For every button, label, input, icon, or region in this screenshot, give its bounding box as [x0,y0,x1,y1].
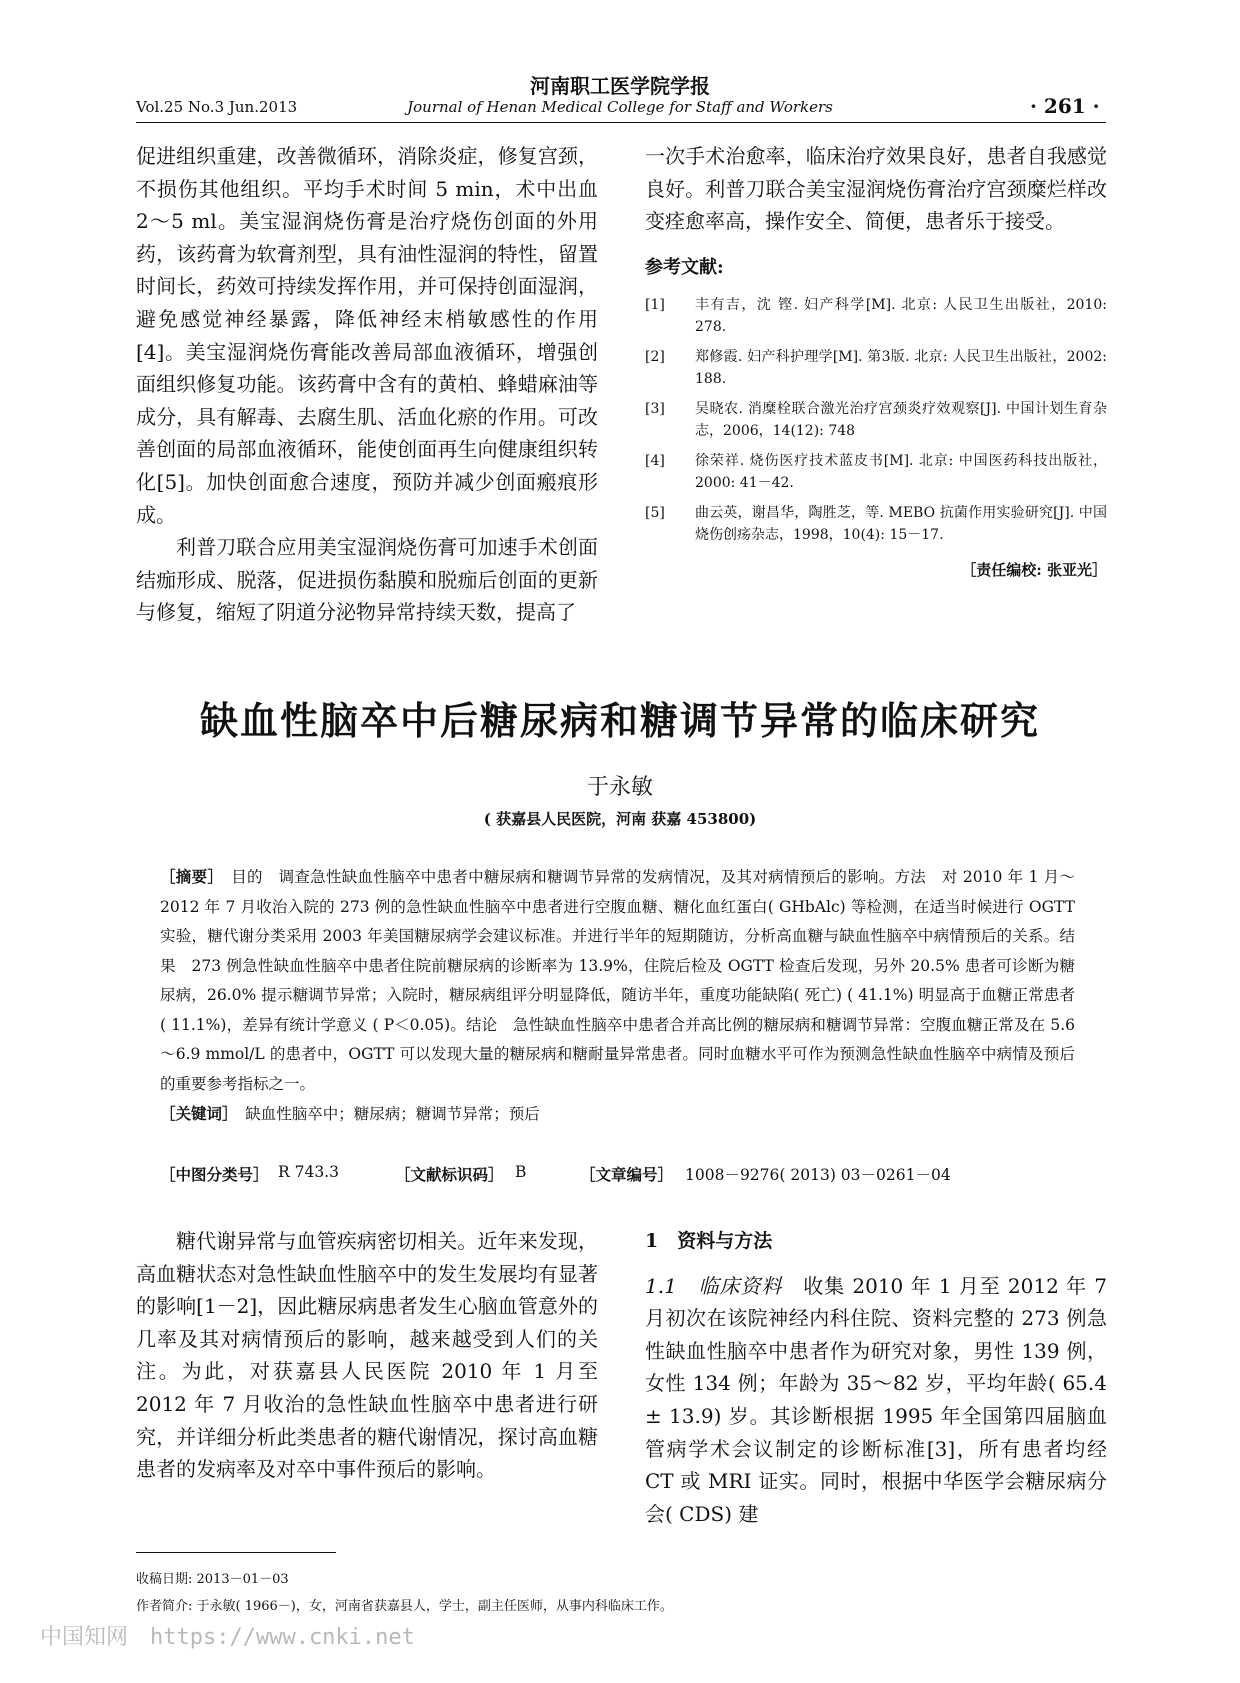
author-affiliation: ( 获嘉县人民医院，河南 获嘉 453800) [483,810,757,828]
volume-info: Vol.25 No.3 Jun.2013 [136,98,298,116]
prev-article-right-column [645,140,1107,587]
prev-paragraph-right: 一次手术治愈率，临床治疗效果良好，患者自我感觉良好。利普刀联合美宝湿润烧伤膏治疗宫颈糜烂样改变痊愈率高，操作安全、简便，患者乐于接受。 [645,144,1107,234]
reference-item: [3] 吴晓农. 消糜栓联合激光治疗宫颈炎疗效观察[J]. 中国计划生育杂志，2006，14(12): 748 [645,401,1107,440]
responsible-editor: ［责任编校: 张亚光］ [961,561,1107,580]
cnki-watermark: 中国知网 https://www.cnki.net [40,1625,415,1650]
references-list [645,294,1107,546]
doc-code-label: ［文献标识码］ [395,1165,504,1184]
footnote-rule [136,1552,336,1553]
received-date: 收稿日期: 2013－01－03 [136,1572,289,1587]
reference-item: [5] 曲云英，谢昌华，陶胜芝，等. MEBO 抗菌作用实验研究[J]. 中国烧伤创疡杂志，1998，10(4): 15－17. [645,505,1107,544]
author-bio: 作者简介: 于永敏( 1966－)，女，河南省获嘉县人，学士，副主任医师，从事内科临床工作。 [136,1599,673,1614]
body-left-column [136,1225,598,1486]
page-number: · 261 · [1030,94,1100,118]
intro-paragraph: 糖代谢异常与血管疾病密切相关。近年来发现，高血糖状态对急性缺血性脑卒中的发生发展均有显著的影响[1－2]，因此糖尿病患者发生心脑血管意外的几率及其对病情预后的影响，越来越受到人们的关注。为此，对获嘉县人民医院 2010 年 1 月至 2012 年 7 月收治的急性缺血性脑卒中患者进行研究，并详细分析此类患者的糖代谢情况，探讨高血糖患者的发病率及对卒中事件预后的影响。 [136,1229,598,1482]
abstract [160,862,1075,1130]
keywords-text: 缺血性脑卒中；糖尿病；糖调节异常；预后 [245,1105,540,1123]
reference-item: [4] 徐荣祥. 烧伤医疗技术蓝皮书[M]. 北京: 中国医药科技出版社，2000: 41－42. [645,453,1107,492]
clc-value: R 743.3 [278,1163,339,1181]
body-right-column [645,1225,1107,1530]
clc-label: ［中图分类号］ [160,1165,269,1184]
journal-title-cn: 河南职工医学院学报 [530,74,710,98]
prev-paragraph-2: 利普刀联合应用美宝湿润烧伤膏可加速手术创面结痂形成、脱落，促进损伤黏膜和脱痂后创面的更新与修复，缩短了阴道分泌物异常持续天数，提高了 [136,535,598,625]
journal-title-en: Journal of Henan Medical College for Staff and Workers [407,98,833,116]
article-title: 缺血性脑卒中后糖尿病和糖调节异常的临床研究 [199,699,1040,743]
references-title: 参考文献: [645,256,724,278]
doc-code-value: B [515,1163,527,1181]
article-no-value: 1008－9276( 2013) 03－0261－04 [685,1166,951,1184]
reference-item: [1] 丰有吉，沈 铿. 妇产科学[M]. 北京: 人民卫生出版社，2010: 278. [645,297,1107,336]
article-author: 于永敏 [586,775,653,800]
keywords-label: ［关键词］ [160,1104,230,1123]
prev-paragraph-1: 促进组织重建，改善微循环，消除炎症，修复宫颈，不损伤其他组织。平均手术时间 5 min，术中出血 2～5 ml。美宝湿润烧伤膏是治疗烧伤创面的外用药，该药膏为软膏剂型，具有油性湿润的特性，留置时间长，药效可持续发挥作用，并可保持创面湿润，避免感觉神经暴露，降低神经末梢敏感性的作用[4]。美宝湿润烧伤膏能改善局部血液循环，增强创面组织修复功能。该药膏中含有的黄柏、蜂蜡麻油等成分，具有解毒、去腐生肌、活血化瘀的作用。可改善创面的局部血液循环，能使创面再生向健康组织转化[5]。加快创面愈合速度，预防并减少创面瘢痕形成。 [136,144,598,527]
article-no-label: ［文章编号］ [580,1165,674,1184]
abstract-text: 目的 调查急性缺血性脑卒中患者中糖尿病和糖调节异常的发病情况，及其对病情预后的影响。方法 对 2010 年 1 月～2012 年 7 月收治入院的 273 例的急性缺血性脑卒中患者进行空腹血糖、糖化血红蛋白( GHbAlc) 等检测，在适当时候进行 OGTT 实验，糖代谢分类采用 2003 年美国糖尿病学会建议标准。并进行半年的短期随访，分析高血糖与缺血性脑卒中病情预后的关系。结果 273 例急性缺血性脑卒中患者住院前糖尿病的诊断率为 13.9%，住院后检及 OGTT 检查后发现，另外 20.5% 患者可诊断为糖尿病，26.0% 提示糖调节异常；入院时，糖尿病组评分明显降低，随访半年，重度功能缺陷( 死亡) ( 41.1%) 明显高于血糖正常患者 ( 11.1%)，差异有统计学意义 ( P＜0.05)。结论 急性缺血性脑卒中患者合并高比例的糖尿病和糖调节异常：空腹血糖正常及在 5.6～6.9 mmol/L 的患者中，OGTT 可以发现大量的糖尿病和糖耐量异常患者。同时血糖水平可作为预测急性缺血性脑卒中病情及预后的重要参考指标之一。 [160,868,1075,1093]
section-1-1-label: 1.1 临床资料 [645,1273,783,1298]
section-1-title: 1 资料与方法 [645,1230,773,1252]
abstract-label: ［摘要］ [160,867,216,886]
header-rule [136,122,1106,123]
section-1-1-text: 收集 2010 年 1 月至 2012 年 7 月初次在该院神经内科住院、资料完整的 273 例急性缺血性脑卒中患者作为研究对象，男性 139 例，女性 134 例；年龄为 35～82 岁，平均年龄( 65.4 ± 13.9) 岁。其诊断根据 1995 年全国第四届脑血管病学术会议制定的诊断标准[3]，所有患者均经 CT 或 MRI 证实。同时，根据中华医学会糖尿病分会( CDS) 建 [645,1273,1107,1526]
prev-article-left-column [136,140,598,629]
reference-item: [2] 郑修霞. 妇产科护理学[M]. 第3版. 北京: 人民卫生出版社，2002: 188. [645,349,1107,388]
